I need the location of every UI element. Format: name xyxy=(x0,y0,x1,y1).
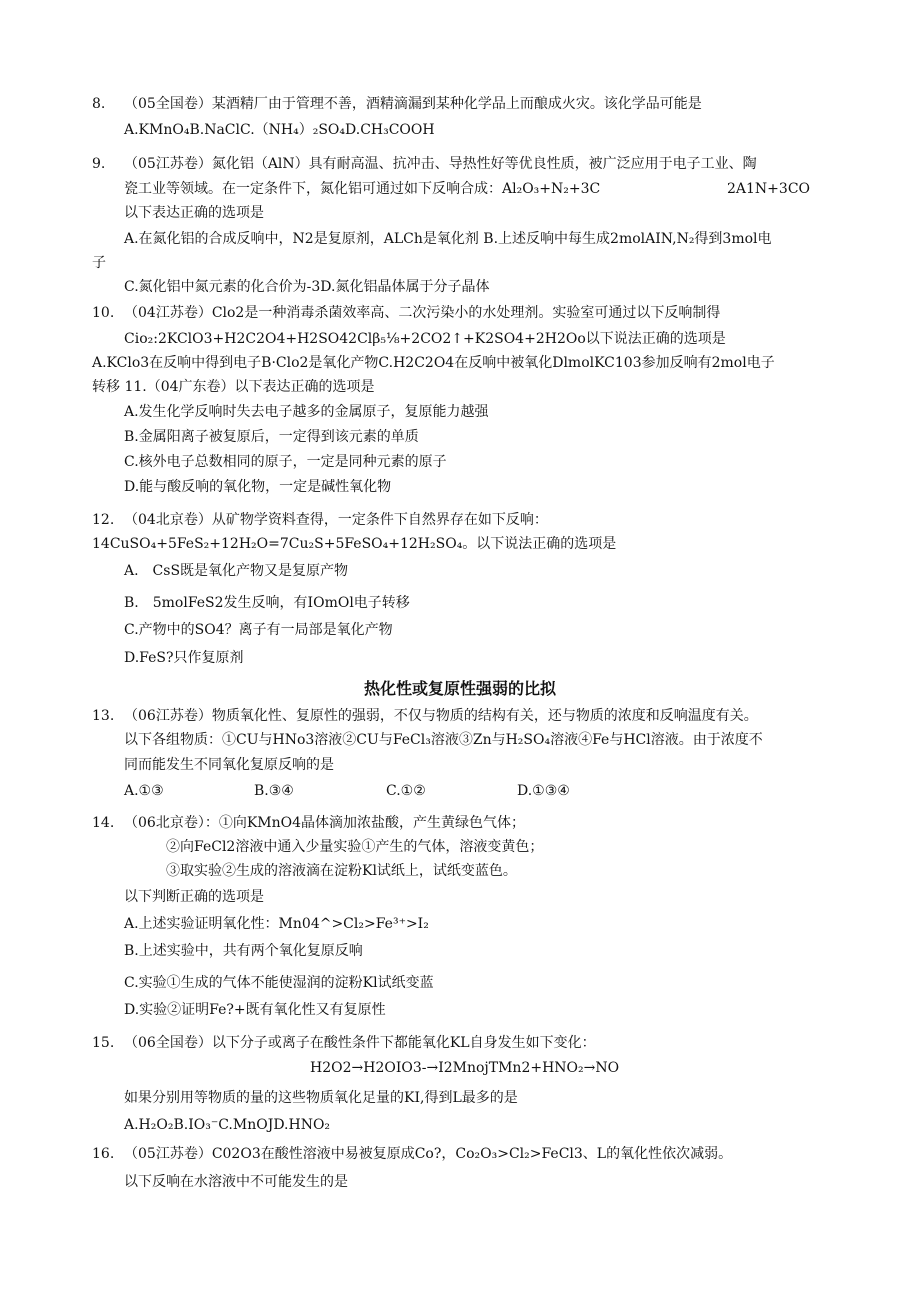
question-13-option-a: A.①③ xyxy=(124,783,164,799)
question-9-stem-line-2: 瓷工业等领域。在一定条件下，氮化铝可通过如下反响合成：Al₂O₃+N₂+3C xyxy=(124,181,601,197)
question-11-option-b: B.金属阳离子被复原后，一定得到该元素的单质 xyxy=(124,429,419,445)
question-12-option-a: A. CsS既是氧化产物又是复原产物 xyxy=(124,563,349,579)
question-15-options: A.H₂O₂B.IO₃⁻C.MnOJD.HNO₂ xyxy=(124,1117,331,1133)
question-9-number: 9. xyxy=(92,156,106,172)
question-13-option-d: D.①③④ xyxy=(517,783,570,799)
question-11-option-d: D.能与酸反响的氧化物，一定是碱性氧化物 xyxy=(124,479,392,495)
question-9-stem-line-3: 以下表达正确的选项是 xyxy=(124,205,264,221)
question-14-stem-line-1: （06北京卷）：①向KMnO4晶体滴加浓盐酸，产生黄绿色气体； xyxy=(124,815,526,831)
question-14-stem-line-2: ②向FeCl2溶液中通入少量实验①产生的气体，溶液变黄色； xyxy=(166,839,544,855)
question-10-options: A.KClo3在反响中得到电子B·Clo2是氧化产物C.H2C2O4在反响中被氧化DlmolKC103参加反响有2mol电子 xyxy=(92,355,775,371)
question-9-options-a-b: A.在氮化铝的合成反响中，N2是复原剂，ALCh是氧化剂 B.上述反响中每生成2molAIN,N₂得到3mol电 xyxy=(124,231,772,247)
question-14-option-c: C.实验①生成的气体不能使湿润的淀粉Kl试纸变蓝 xyxy=(124,975,434,991)
question-13-number: 13. xyxy=(92,708,115,724)
question-13-option-b: B.③④ xyxy=(254,783,294,799)
question-9-stem-line-1: （05江苏卷）氮化铝（AlN）具有耐高温、抗冲击、导热性好等优良性质，被广泛应用于电子工业、陶 xyxy=(124,156,757,172)
question-15-reaction-chain: H2O2→H2OIO3-→I2MnojTMn2+HNO₂→NO xyxy=(310,1060,620,1076)
question-12-option-b: B. 5molFeS2发生反响，有IOmOl电子转移 xyxy=(124,595,410,611)
question-10-options-continued: 转移 11.（04广东卷）以下表达正确的选项是 xyxy=(92,379,375,395)
question-14-option-b: B.上述实验中，共有两个氧化复原反响 xyxy=(124,943,363,959)
question-13-stem-line-1: （06江苏卷）物质氧化性、复原性的强弱，不仅与物质的结构有关，还与物质的浓度和反响温度有关。 xyxy=(124,708,758,724)
question-16-stem-line-1: （05江苏卷）C02O3在酸性溶液中易被复原成Co?，Co₂O₃>Cl₂>FeCl3、L的氧化性依次减弱。 xyxy=(124,1146,733,1162)
question-9-options-c-d: C.氮化铝中氮元素的化合价为-3D.氮化铝晶体属于分子晶体 xyxy=(124,279,490,295)
question-16-stem-line-2: 以下反响在水溶液中不可能发生的是 xyxy=(124,1174,348,1190)
question-13-stem-line-2: 以下各组物质：①CU与HNo3溶液②CU与FeCl₃溶液③Zn与H₂SO₄溶液④Fe与HCl溶液。由于浓度不 xyxy=(124,732,763,748)
question-12-option-d: D.FeS?只作复原剂 xyxy=(124,650,244,666)
question-12-stem-line-2: 14CuSO₄+5FeS₂+12H₂O=7Cu₂S+5FeSO₄+12H₂SO₄。以下说法正确的选项是 xyxy=(92,536,617,552)
question-10-stem-line-2: Cio₂:2KClO3+H2C2O4+H2SO42Clβ₅⅛+2CO2↑+K2SO4+2H2Oo以下说法正确的选项是 xyxy=(124,331,726,347)
question-10-stem-line-1: （04江苏卷）Clo2是一种消毒杀菌效率高、二次污染小的水处理剂。实验室可通过以下反响制得 xyxy=(124,305,721,321)
question-11-option-c: C.核外电子总数相同的原子，一定是同种元素的原子 xyxy=(124,454,447,470)
question-8-number: 8. xyxy=(92,96,106,112)
question-12-number: 12. xyxy=(92,512,115,528)
question-15-stem-line-3: 如果分别用等物质的量的这些物质氧化足量的KI,得到L最多的是 xyxy=(124,1090,518,1106)
question-16-number: 16. xyxy=(92,1146,115,1162)
question-12-stem-line-1: （04北京卷）从矿物学资料查得，一定条件下自然界存在如下反响： xyxy=(124,512,548,528)
question-8-options: A.KMnO₄B.NaClC.（NH₄）₂SO₄D.CH₃COOH xyxy=(124,122,435,138)
question-14-option-a: A.上述实验证明氧化性：Mn04^>Cl₂>Fe³⁺>I₂ xyxy=(124,916,429,932)
question-15-stem-line-1: （06全国卷）以下分子或离子在酸性条件下都能氧化KL自身发生如下变化： xyxy=(124,1035,596,1051)
question-14-number: 14. xyxy=(92,815,115,831)
question-14-stem-line-3: ③取实验②生成的溶液滴在淀粉Kl试纸上，试纸变蓝色。 xyxy=(166,863,517,879)
question-9-options-a-b-continued: 子 xyxy=(92,255,106,271)
question-11-option-a: A.发生化学反响时失去电子越多的金属原子，复原能力越强 xyxy=(124,404,489,420)
question-13-stem-line-3: 同而能发生不同氧化复原反响的是 xyxy=(124,757,334,773)
question-10-number: 10. xyxy=(92,305,115,321)
section-heading: 热化性或复原性强弱的比拟 xyxy=(363,679,556,698)
question-8-stem: （05全国卷）某酒精厂由于管理不善，酒精滴漏到某种化学品上而酿成火灾。该化学品可能是 xyxy=(124,96,702,112)
question-13-option-c: C.①② xyxy=(386,783,426,799)
question-14-stem-line-4: 以下判断正确的选项是 xyxy=(124,889,264,905)
question-15-number: 15. xyxy=(92,1035,115,1051)
question-14-option-d: D.实验②证明Fe?+既有氧化性又有复原性 xyxy=(124,1002,386,1018)
question-9-reaction-product: 2A1N+3CO xyxy=(727,181,811,197)
question-12-option-c: C.产物中的SO4？离子有一局部是氧化产物 xyxy=(124,622,393,638)
